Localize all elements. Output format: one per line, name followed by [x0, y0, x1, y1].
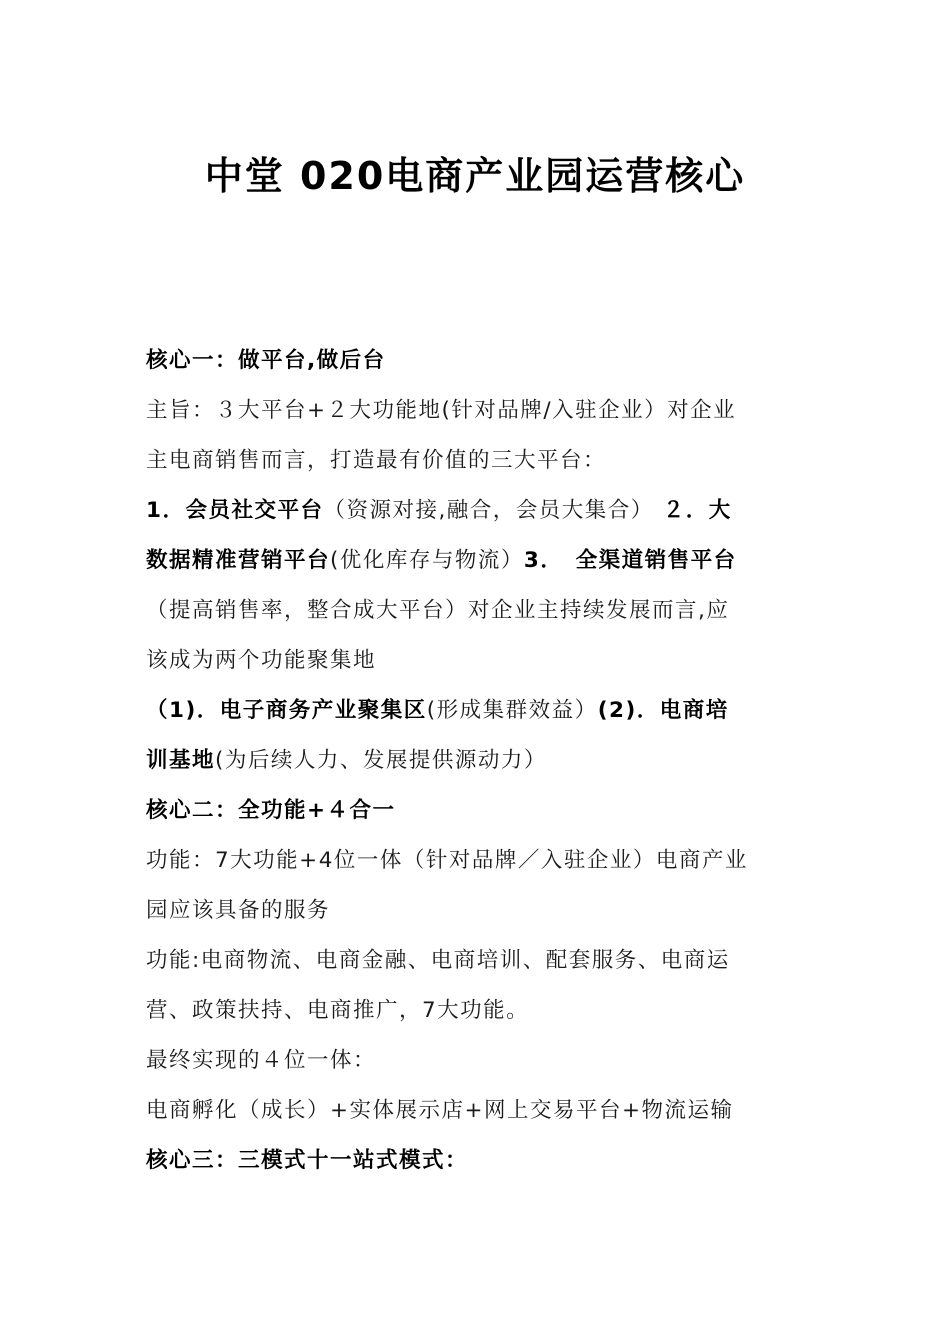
text-line	[146, 836, 810, 886]
bold-text-segment: 核心一：做平台,做后台	[146, 348, 386, 373]
bold-text-segment: 数据精准营销平台	[146, 548, 331, 573]
bold-text-segment: 3． 全渠道销售平台	[523, 548, 737, 573]
text-line	[146, 736, 810, 786]
text-line	[146, 936, 810, 986]
text-line	[146, 586, 810, 636]
bold-text-segment: 训基地	[146, 748, 216, 773]
text-line	[146, 436, 810, 486]
text-segment: 营、政策扶持、电商推广，7大功能。	[146, 998, 530, 1023]
text-segment: 功能:电商物流、电商金融、电商培训、配套服务、电商运	[146, 948, 730, 973]
text-segment: （提高销售率，整合成大平台）对企业主持续发展而言,应	[146, 598, 730, 623]
text-segment: 该成为两个功能聚集地	[146, 648, 377, 673]
text-segment: （资源对接,融合，会员大集合）	[323, 498, 654, 523]
bold-text-segment: 1．会员社交平台	[146, 498, 324, 523]
text-segment: (优化库存与物流）	[330, 548, 524, 573]
text-line	[146, 486, 810, 536]
text-line	[146, 536, 810, 586]
text-line	[146, 686, 810, 736]
text-line	[146, 1036, 810, 1086]
text-line	[146, 1136, 810, 1186]
bold-text-segment: (2)．电商培	[597, 698, 729, 723]
text-line	[146, 986, 810, 1036]
text-segment: (为后续人力、发展提供源动力）	[215, 748, 547, 773]
text-line	[146, 336, 810, 386]
text-segment: (形成集群效益）	[426, 698, 598, 723]
text-line	[146, 786, 810, 836]
text-line	[146, 1086, 810, 1136]
text-line	[146, 636, 810, 686]
bold-text-segment: 核心三：三模式十一站式模式：	[146, 1148, 469, 1173]
bold-text-segment: 核心二：全功能+４合一	[146, 798, 396, 823]
text-segment: 功能：7大功能+4位一体（针对品牌／入驻企业）电商产业	[146, 848, 748, 873]
text-line	[146, 886, 810, 936]
text-segment: 园应该具备的服务	[146, 898, 331, 923]
bold-text-segment: （1)．电子商务产业聚集区	[146, 698, 427, 723]
text-segment: 主旨：３大平台+２大功能地(针对品牌/入驻企业）对企业	[146, 398, 737, 423]
document-title: 中堂 020电商产业园运营核心	[204, 154, 746, 198]
text-line	[146, 386, 810, 436]
text-segment: 最终实现的４位一体：	[146, 1048, 377, 1073]
text-segment: 主电商销售而言，打造最有价值的三大平台：	[146, 448, 607, 473]
document-body	[146, 336, 810, 1186]
bold-text-segment: ２．大	[653, 498, 732, 523]
text-segment: 电商孵化（成长）+实体展示店+网上交易平台+物流运输	[146, 1098, 734, 1123]
